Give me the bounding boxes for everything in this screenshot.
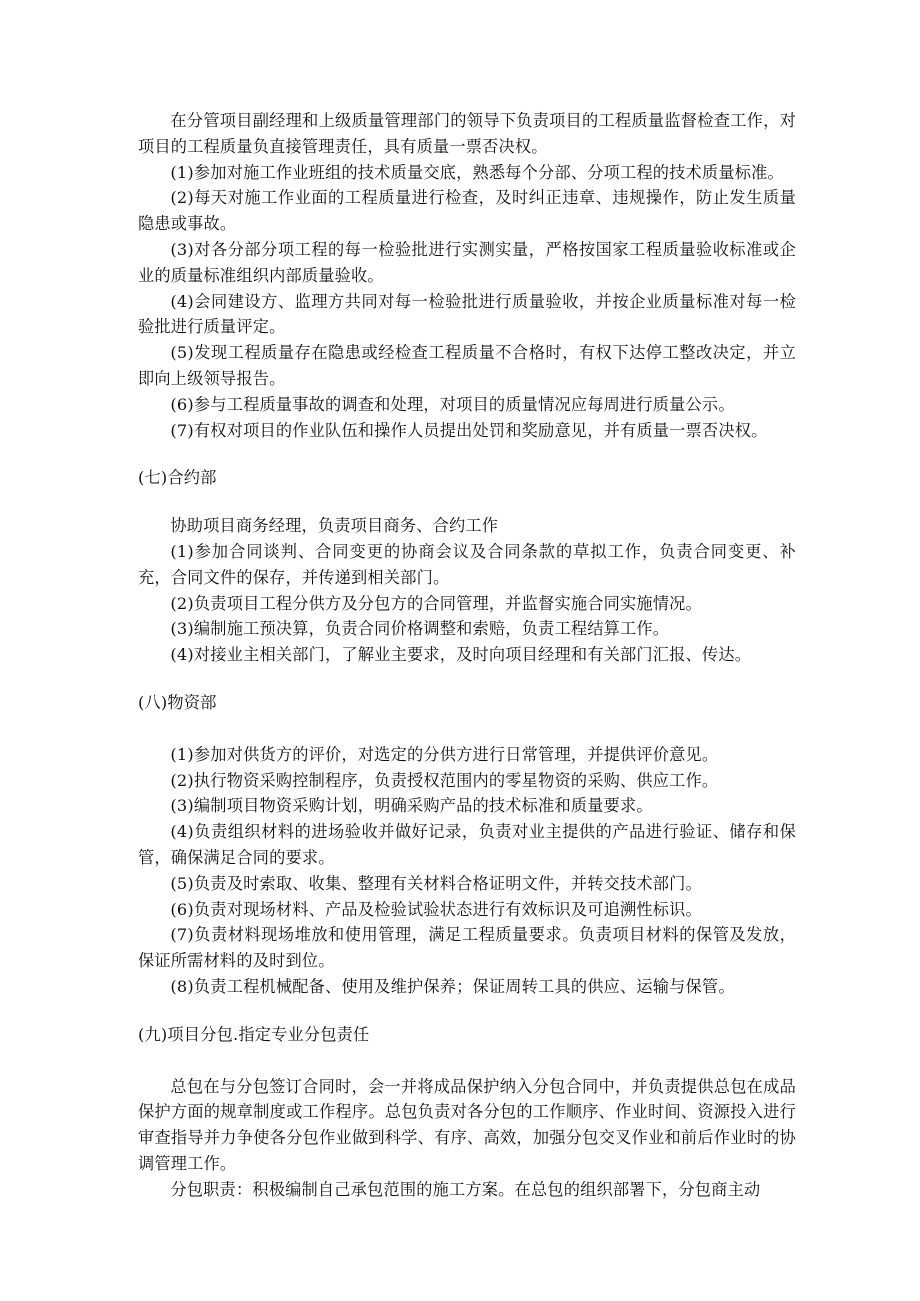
spacer: [138, 443, 796, 465]
materials-item-6: (6)负责对现场材料、产品及检验试验状态进行有效标识及可追溯性标识。: [170, 899, 702, 919]
quality-intro: 在分管项目副经理和上级质量管理部门的领导下负责项目的工程质量监督检查工作，对项目的工程质量负直接管理责任，具有质量一票否决权。: [138, 111, 796, 156]
materials-item-2: (2)执行物资采购控制程序，负责授权范围内的零星物资的采购、供应工作。: [170, 770, 719, 790]
contract-item-3: (3)编制施工预决算，负责合同价格调整和索赔，负责工程结算工作。: [170, 619, 670, 639]
contract-item-4: (4)对接业主相关部门，了解业主要求，及时向项目经理和有关部门汇报、传达。: [170, 645, 752, 665]
materials-item-3: (3)编制项目物资采购计划，明确采购产品的技术标准和质量要求。: [170, 796, 653, 816]
spacer: [138, 491, 796, 513]
materials-item-8: (8)负责工程机械配备、使用及维护保养；保证周转工具的供应、运输与保管。: [170, 976, 735, 996]
quality-item-5: (5)发现工程质量存在隐患或经检查工程质量不合格时，有权下达停工整改决定，并立即向上级领导报告。: [138, 343, 796, 388]
quality-item-2: (2)每天对施工作业面的工程质量进行检查，及时纠正违章、违规操作，防止发生质量隐患或事故。: [138, 188, 796, 234]
spacer: [138, 716, 796, 742]
spacer: [138, 1048, 796, 1074]
materials-item-1: (1)参加对供货方的评价，对选定的分供方进行日常管理，并提供评价意见。: [170, 744, 719, 764]
quality-item-7: (7)有权对项目的作业队伍和操作人员提出处罚和奖励意见，并有质量一票否决权。: [170, 420, 768, 440]
document-body: [138, 108, 796, 1202]
quality-item-1: (1)参加对施工作业班组的技术质量交底，熟悉每个分部、分项工程的技术质量标准。: [170, 162, 784, 182]
subcontract-paragraph-2: 分包职责：积极编制自己承包范围的施工方案。在总包的组织部署下，分包商主动: [170, 1179, 761, 1199]
materials-item-4: (4)负责组织材料的进场验收并做好记录，负责对业主提供的产品进行验证、储存和保管，确保满足合同的要求。: [138, 822, 796, 867]
section-heading-contract: (七)合约部: [138, 468, 217, 488]
materials-item-7: (7)负责材料现场堆放和使用管理，满足工程质量要求。负责项目材料的保管及发放，保证所需材料的及时到位。: [138, 925, 796, 971]
quality-item-6: (6)参与工程质量事故的调查和处理，对项目的质量情况应每周进行质量公示。: [170, 394, 735, 414]
contract-intro: 协助项目商务经理，负责项目商务、合约工作: [170, 516, 499, 536]
quality-item-3: (3)对各分部分项工程的每一检验批进行实测实量，严格按国家工程质量验收标准或企业的质量标准组织内部质量验收。: [138, 239, 796, 285]
spacer: [138, 668, 796, 690]
contract-item-2: (2)负责项目工程分供方及分包方的合同管理，并监督实施合同实施情况。: [170, 593, 702, 613]
contract-item-1: (1)参加合同谈判、合同变更的协商会议及合同条款的草拟工作，负责合同变更、补充，合同文件的保存，并传递到相关部门。: [138, 541, 796, 587]
section-heading-materials: (八)物资部: [138, 692, 217, 712]
spacer: [138, 1000, 796, 1022]
section-heading-subcontract: (九)项目分包.指定专业分包责任: [138, 1024, 370, 1044]
subcontract-paragraph-1: 总包在与分包签订合同时，会一并将成品保护纳入分包合同中，并负责提供总包在成品保护方面的规章制度或工作程序。总包负责对各分包的工作顺序、作业时间、资源投入进行审查指导并力争使各分包作业做到科学、有序、高效，加强分包交叉作业和前后作业时的协调管理工作。: [138, 1076, 796, 1173]
quality-item-4: (4)会同建设方、监理方共同对每一检验批进行质量验收，并按企业质量标准对每一检验批进行质量评定。: [138, 291, 796, 337]
materials-item-5: (5)负责及时索取、收集、整理有关材料合格证明文件，并转交技术部门。: [170, 873, 702, 893]
